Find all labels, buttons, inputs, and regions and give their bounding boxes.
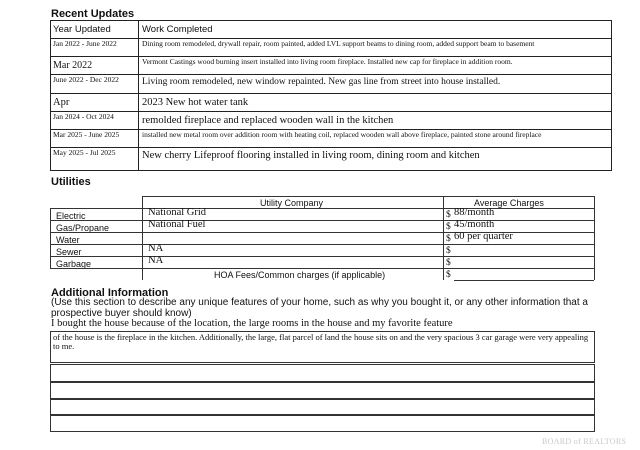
utility-label-garbage: Garbage [56,259,92,269]
util-row-line [50,220,594,221]
recent-updates-title: Recent Updates [51,8,135,20]
currency-symbol: $ [446,222,451,232]
recent-updates-header-row [51,21,611,39]
utilities-title: Utilities [51,176,91,188]
utility-company-electric: National Grid [148,207,207,218]
update-work: Dining room remodeled, drywall repair, room painted, added LVL support beams to dining room, added support beam to basement [142,39,535,48]
table-row [51,39,611,57]
additional-info-line-1: I bought the house because of the location, the large rooms in the house and my favorite feature [51,318,453,329]
update-year: Mar 2025 - June 2025 [51,130,139,147]
currency-symbol: $ [446,246,451,256]
update-work: New cherry Lifeproof flooring installed in living room, dining room and kitchen [142,150,480,161]
util-left-border [50,208,51,268]
util-right-border [594,196,595,280]
additional-info-title: Additional Information [51,287,169,299]
work-completed-header: Work Completed [142,24,213,35]
currency-symbol: $ [446,258,451,268]
blank-line-box [50,414,595,432]
table-row [51,148,611,170]
util-hoa-line [454,280,594,281]
update-work: 2023 New hot water tank [142,97,249,108]
util-row-line [50,256,594,257]
currency-symbol: $ [446,210,451,220]
table-row [51,75,611,94]
table-row [51,112,611,130]
currency-symbol: $ [446,270,451,280]
util-row-line [50,268,594,269]
update-year: June 2022 - Dec 2022 [51,75,139,93]
additional-info-box-text: of the house is the fireplace in the kitchen. Additionally, the large, flat parcel of land the house sits on and the very spacious 3 car garage were very appealing to me. [53,332,589,351]
utility-charge-electric: 88/month [454,207,495,218]
recent-updates-table [50,20,612,171]
update-year: Mar 2022 [51,57,139,74]
util-header-line [50,208,594,209]
util-row-line [50,244,594,245]
utility-company-gas: National Fuel [148,219,206,230]
util-top-line [142,196,594,197]
update-year: Jan 2024 - Oct 2024 [51,112,139,129]
year-updated-header: Year Updated [51,21,139,38]
watermark-text: BOARD of REALTORS [542,437,627,446]
update-year: Jan 2022 - June 2022 [51,39,139,56]
currency-symbol: $ [446,234,451,244]
utility-label-water: Water [56,235,80,245]
additional-info-instructions: (Use this section to describe any unique features of your home, such as why you bought it, or any other information that a prospective buyer should know) [51,297,588,319]
utility-company-sewer: NA [148,243,164,254]
utilities-table [50,196,595,280]
update-year: May 2025 - Jul 2025 [51,148,139,170]
utility-charge-gas: 45/month [454,219,495,230]
table-row [51,94,611,112]
hoa-fees-label: HOA Fees/Common charges (if applicable) [214,270,386,280]
utility-label-electric: Electric [56,211,86,221]
additional-info-box [50,331,595,363]
utility-company-garbage: NA [148,255,164,266]
table-row [51,130,611,148]
update-work: Vermont Castings wood burning insert installed into living room fireplace. Installed new cap for fireplace in addition room. [142,57,513,66]
table-row [51,57,611,75]
utility-charge-water: 60 per quarter [454,231,513,242]
update-work: Living room remodeled, new window repainted. New gas line from street into house installed. [142,77,501,87]
update-work: remolded fireplace and replaced wooden wall in the kitchen [142,115,394,126]
utility-label-sewer: Sewer [56,247,82,257]
update-work: installed new metal room over addition room with heating coil, replaced wooden wall above fireplace, painted stone around fireplace [142,130,542,139]
update-year: Apr [51,94,139,111]
average-charges-header: Average Charges [474,198,544,208]
utility-company-header: Utility Company [260,198,324,208]
utility-label-gas: Gas/Propane [56,223,110,233]
